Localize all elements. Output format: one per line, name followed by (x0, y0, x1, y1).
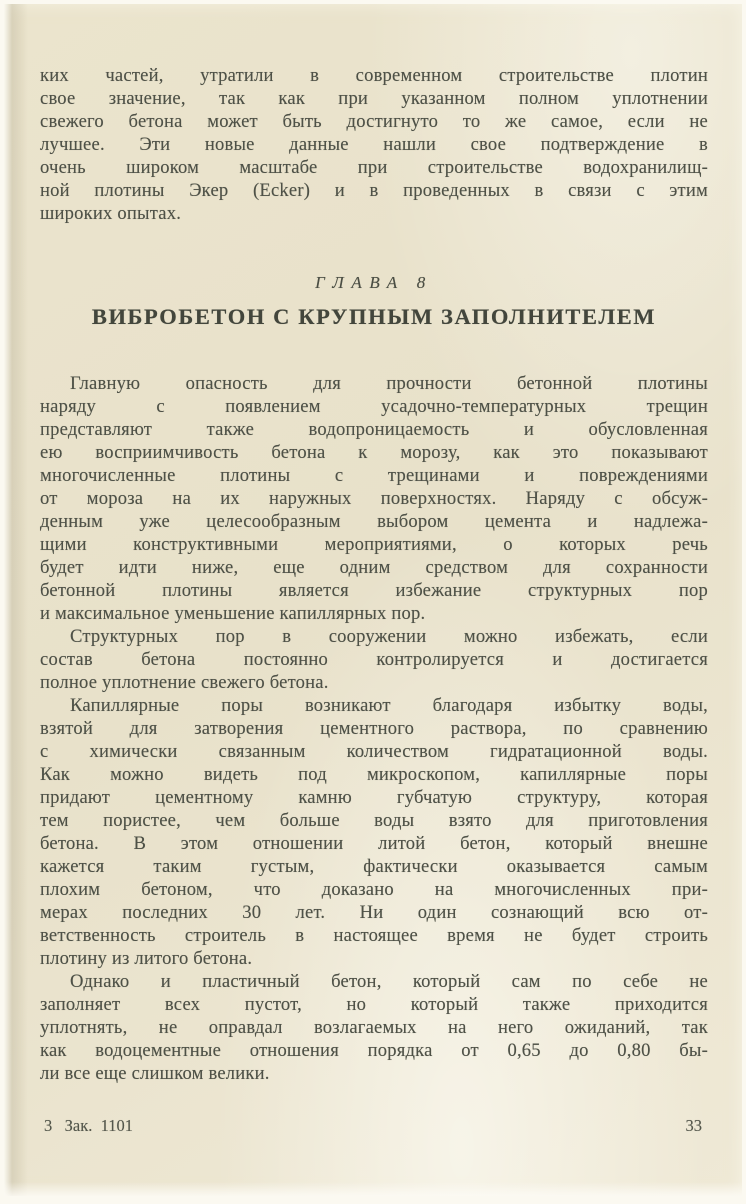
print-order-mark: 3 Зак. 1101 (44, 1116, 133, 1135)
text-line: Капиллярные поры возникают благодаря избытку воды, (70, 695, 708, 716)
paragraph (40, 64, 708, 225)
scan-edge-highlight (4, 1182, 742, 1196)
text-line: уплотнять, не оправдал возлагаемых на него ожиданий, так (40, 1017, 708, 1038)
text-line: плотину из литого бетона. (40, 948, 253, 969)
text-line: с химически связанным количеством гидратационной воды. (40, 741, 708, 762)
text-line: Как можно видеть под микроскопом, капиллярные поры (40, 764, 708, 785)
text-line: заполняет всех пустот, но который также приходится (40, 994, 708, 1015)
text-line: плохим бетоном, что доказано на многочисленных при- (40, 879, 708, 900)
chapter-number: ГЛАВА 8 (315, 273, 433, 292)
text-line: бетона. В этом отношении литой бетон, который внешне (40, 833, 708, 854)
paragraph (40, 625, 708, 694)
scan-gutter-shadow (4, 4, 28, 1196)
text-line: щими конструктивными мероприятиями, о которых речь (40, 534, 708, 555)
text-line: ею восприимчивость бетона к морозу, как это показывают (40, 442, 708, 463)
book-page (4, 4, 742, 1196)
chapter-heading (40, 271, 708, 328)
text-line: многочисленные плотины с трещинами и повреждениями (40, 465, 708, 486)
page-text (40, 4, 708, 1085)
text-line: Однако и пластичный бетон, который сам по себе не (70, 971, 708, 992)
text-line: Структурных пор в сооружении можно избежать, если (70, 626, 708, 647)
text-line: ких частей, утратили в современном строительстве плотин (40, 65, 708, 86)
text-line: мерах последних 30 лет. Ни один сознающий всю от- (40, 902, 708, 923)
text-line: очень широком масштабе при строительстве водохранилищ- (40, 157, 708, 178)
text-line: денным уже целесообразным выбором цемента и надлежа- (40, 511, 708, 532)
paragraph (40, 970, 708, 1085)
text-line: представляют также водопроницаемость и обусловленная (40, 419, 708, 440)
text-line: кажется таким густым, фактически оказывается самым (40, 856, 708, 877)
continuation-paragraph (40, 4, 708, 225)
chapter-body (40, 372, 708, 1085)
text-line: тем пористее, чем больше воды взято для приготовления (40, 810, 708, 831)
chapter-title: ВИБРОБЕТОН С КРУПНЫМ ЗАПОЛНИТЕЛЕМ (91, 304, 657, 329)
text-line: бетонной плотины является избежание структурных пор (40, 580, 708, 601)
text-line: наряду с появлением усадочно-температурных трещин (40, 396, 708, 417)
text-line: ли все еще слишком велики. (40, 1063, 270, 1084)
text-line: взятой для затворения цементного раствора, по сравнению (40, 718, 708, 739)
text-line: свежего бетона может быть достигнуто то же самое, если не (40, 111, 708, 132)
text-line: ветственность строитель в настоящее время не будет строить (40, 925, 708, 946)
page-footer (44, 1116, 702, 1136)
text-line: широких опытах. (40, 203, 182, 224)
paragraph (40, 694, 708, 970)
text-line: Главную опасность для прочности бетонной плотины (70, 373, 708, 394)
text-line: лучшее. Эти новые данные нашли свое подтверждение в (40, 134, 708, 155)
text-line: придают цементному камню губчатую структуру, которая (40, 787, 708, 808)
text-line: и максимальное уменьшение капиллярных пор. (40, 603, 426, 624)
text-line: ной плотины Экер (Ecker) и в проведенных в связи с этим (40, 180, 708, 201)
text-line: состав бетона постоянно контролируется и достигается (40, 649, 708, 670)
text-line: свое значение, так как при указанном полном уплотнении (40, 88, 708, 109)
text-line: от мороза на их наружных поверхностях. Наряду с обсуж- (40, 488, 708, 509)
page-number: 33 (685, 1116, 702, 1135)
text-line: полное уплотнение свежего бетона. (40, 672, 329, 693)
text-line: как водоцементные отношения порядка от 0,65 до 0,80 бы- (40, 1040, 708, 1061)
text-line: будет идти ниже, еще одним средством для сохранности (40, 557, 708, 578)
paragraph (40, 372, 708, 625)
